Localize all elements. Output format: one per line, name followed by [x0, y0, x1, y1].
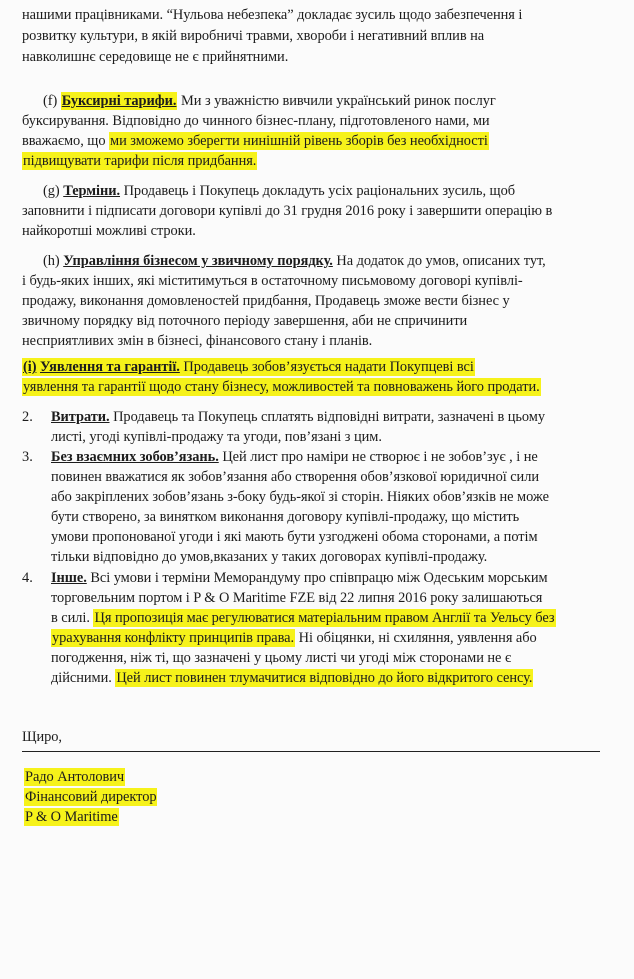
item-4-line-4	[51, 629, 537, 647]
item-3-line-6: тільки відповідно до умов,вказаних у таких договорах купівлі-продажу.	[51, 549, 488, 565]
section-i-text: Продавець зобов’язується надати Покупцеві всі	[183, 359, 474, 375]
item-2-line-2: листі, угоді купівлі-продажу та угоди, пов’язані з цим.	[51, 429, 382, 445]
section-f-heading: Буксирні тарифи.	[61, 93, 177, 109]
section-g-line-2: заповнити і підписати договори купівлі до 31 грудня 2016 року і завершити операцію в	[22, 203, 553, 219]
signer-title: Фінансовий директор	[25, 789, 157, 805]
item-4-heading: Інше.	[51, 570, 87, 586]
item-2-number: 2.	[22, 409, 33, 425]
item-3-number: 3.	[22, 449, 33, 465]
item-2-text: Продавець та Покупець сплатять відповідні витрати, зазначені в цьому	[113, 409, 546, 425]
item-3-line-3: або закріплених зобов’язань з-боку будь-якої зі сторін. Ніяких обов’язків не може	[51, 489, 549, 505]
item-4-text: Всі умови і терміни Меморандуму про співпрацю між Одеським морським	[90, 570, 548, 586]
signer-title-line	[24, 788, 157, 806]
section-f-highlight-1: ми зможемо зберегти нинішній рівень зборів без необхідності	[110, 133, 488, 149]
item-3-heading: Без взаємних зобов’язань.	[51, 449, 219, 465]
closing-salutation: Щиро,	[22, 729, 62, 745]
item-2-heading: Витрати.	[51, 409, 110, 425]
item-4-line-3	[51, 609, 556, 627]
section-g-heading: Терміни.	[63, 183, 121, 199]
item-3-line-1	[51, 448, 538, 466]
section-h-line-3: продажу, виконання домовленостей придбання, Продавець зможе вести бізнес у	[22, 293, 510, 309]
item-4-highlight-2: урахування конфлікту принципів права.	[52, 630, 295, 646]
section-i-highlight-2: уявлення та гарантії щодо стану бізнесу, можливостей та повноважень його продати.	[23, 379, 540, 395]
section-h-line-2: і будь-яких інших, які міститимуться в остаточному письмовому договорі купівлі-	[22, 273, 523, 289]
section-g-line-3: найкоротші можливі строки.	[22, 223, 196, 239]
item-4-line-4-plain: Ні обіцянки, ні схиляння, уявлення або	[298, 630, 537, 646]
signer-name-line	[24, 768, 125, 786]
signer-company: P & O Maritime	[25, 809, 118, 825]
item-4-line-6	[51, 669, 533, 687]
section-g-line-1	[43, 182, 515, 200]
section-f-marker: (f)	[43, 93, 58, 109]
section-f-text: Ми з уважністю вивчили український ринок послуг	[181, 93, 496, 109]
item-2-line-1	[51, 408, 545, 426]
item-3-text: Цей лист про наміри не створює і не зобов’зує , і не	[222, 449, 538, 465]
section-f-line-3	[22, 132, 489, 150]
item-4-highlight-1: Ця пропозиція має регулюватися матеріальним правом Англії та Уельсу без	[94, 610, 555, 626]
section-h-heading: Управління бізнесом у звичному порядку.	[63, 253, 333, 269]
item-4-line-6-plain: дійсними.	[51, 670, 112, 686]
item-4-number: 4.	[22, 570, 33, 586]
item-4-line-1	[51, 569, 548, 587]
section-f-line-4	[22, 152, 257, 170]
section-i-line-1	[22, 358, 475, 376]
section-h-text: На додаток до умов, описаних тут,	[336, 253, 546, 269]
item-4-highlight-3: Цей лист повинен тлумачитися відповідно до його відкритого сенсу.	[116, 670, 533, 686]
item-4-line-3-plain: в силі.	[51, 610, 90, 626]
section-h-line-1	[43, 252, 546, 270]
signer-company-line	[24, 808, 119, 826]
item-3-line-5: умови пропонованої угоди і які мають бути узгоджені обома сторонами, а потім	[51, 529, 538, 545]
item-4-line-5: погодження, ніж ті, що зазначені у цьому листі чи угоді між сторонами не є	[51, 650, 512, 666]
signer-name: Радо Антолович	[25, 769, 125, 785]
section-f-line-2: буксирування. Відповідно до чинного бізнес-плану, підготовленого нами, ми	[22, 113, 490, 129]
intro-line-1: нашими працівниками. “Нульова небезпека” докладає зусиль щодо забезпечення і	[22, 7, 523, 23]
section-f-line-1	[43, 92, 496, 110]
section-i-highlight-1	[22, 358, 475, 376]
intro-line-2: розвитку культури, в якій виробничі травми, хвороби і негативний вплив на	[22, 28, 485, 44]
item-4-line-2: торговельним портом і P & O Maritime FZE від 22 липня 2016 року залишаються	[51, 590, 543, 606]
section-i-line-2	[22, 378, 541, 396]
section-g-text: Продавець і Покупець докладуть усіх раціональних зусиль, щоб	[123, 183, 515, 199]
section-f-highlight-2: підвищувати тарифи після придбання.	[23, 153, 257, 169]
intro-line-3: навколишнє середовище не є прийнятними.	[22, 49, 289, 65]
signature-line	[22, 751, 600, 752]
section-h-line-5: несприятливих змін в бізнесі, фінансового стану і планів.	[22, 333, 373, 349]
section-i-marker: (i)	[23, 359, 37, 375]
section-f-line-3-plain: вважаємо, що	[22, 133, 106, 149]
item-3-line-2: повинен вважатися як зобов’язання або створення обов’язкової юридичної сили	[51, 469, 539, 485]
item-3-line-4: бути створено, за винятком виконання договору купівлі-продажу, що містить	[51, 509, 520, 525]
section-h-line-4: звичному порядку від поточного періоду завершення, аби не спричинити	[22, 313, 468, 329]
section-i-heading: Уявлення та гарантії.	[40, 359, 180, 375]
section-h-marker: (h)	[43, 253, 60, 269]
section-g-marker: (g)	[43, 183, 60, 199]
